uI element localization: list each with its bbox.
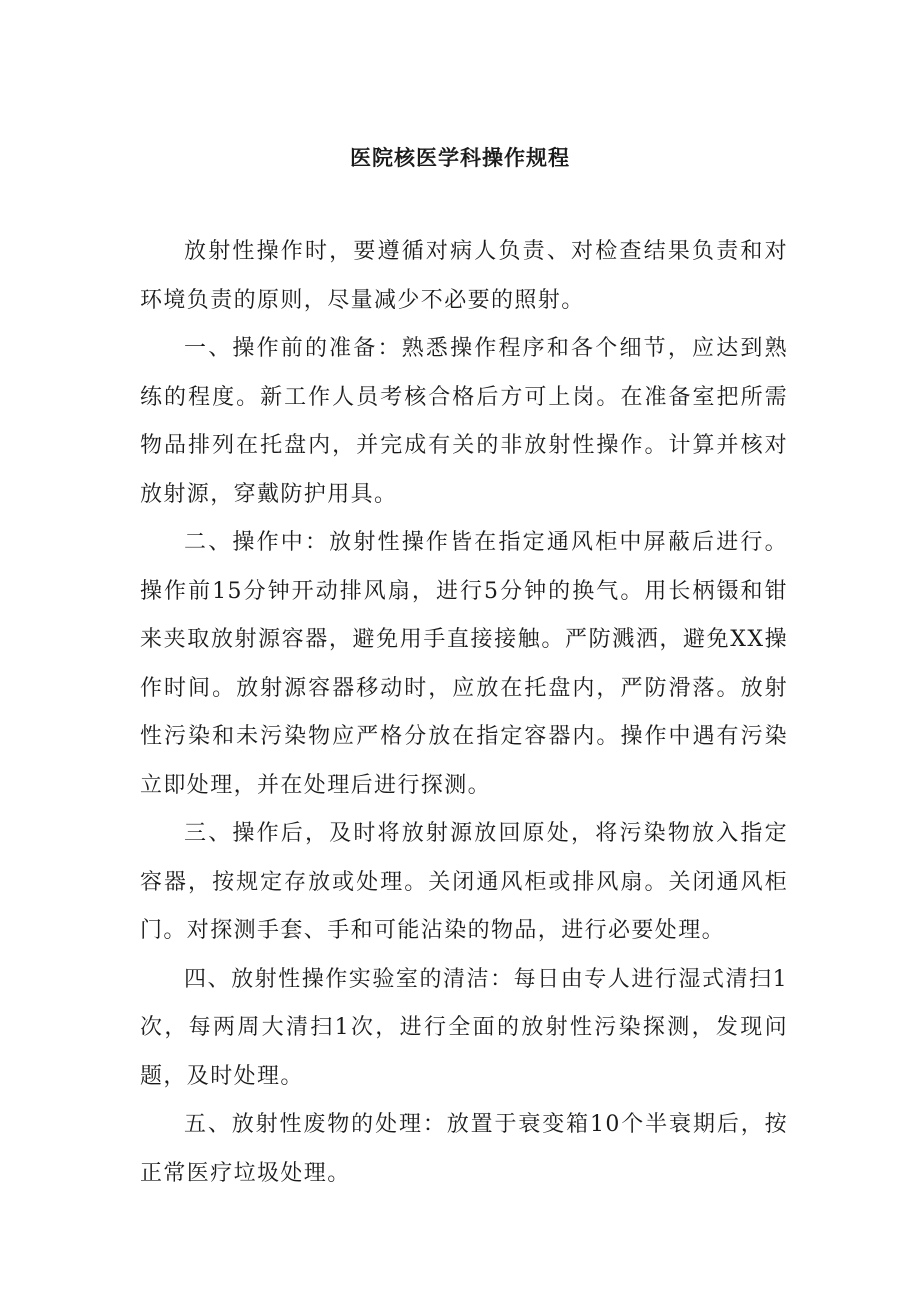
section-2-during-operation: 二、操作中：放射性操作皆在指定通风柜中屏蔽后进行。操作前15分钟开动排风扇，进行5分钟的换气。用长柄镊和钳来夹取放射源容器，避免用手直接接触。严防溅洒，避免XX操作时间。放射源容器移动时，应放在托盘内，严防滑落。放射性污染和未污染物应严格分放在指定容器内。操作中遇有污染立即处理，并在处理后进行探测。	[140, 530, 788, 798]
document-body	[140, 228, 788, 1198]
intro-paragraph: 放射性操作时，要遵循对病人负责、对检查结果负责和对环境负责的原则，尽量减少不必要的照射。	[140, 239, 788, 313]
section-3-after-operation: 三、操作后，及时将放射源放回原处，将污染物放入指定容器，按规定存放或处理。关闭通风柜或排风扇。关闭通风柜门。对探测手套、手和可能沾染的物品，进行必要处理。	[140, 821, 788, 943]
section-4-lab-cleaning: 四、放射性操作实验室的清洁：每日由专人进行湿式清扫1次，每两周大清扫1次，进行全面的放射性污染探测，发现问题，及时处理。	[140, 966, 788, 1089]
section-5-waste-disposal: 五、放射性废物的处理：放置于衰变箱10个半衰期后，按正常医疗垃圾处理。	[140, 1112, 788, 1186]
document-title: 医院核医学科操作规程	[350, 145, 570, 170]
section-1-preparation: 一、操作前的准备：熟悉操作程序和各个细节，应达到熟练的程度。新工作人员考核合格后方可上岗。在准备室把所需物品排列在托盘内，并完成有关的非放射性操作。计算并核对放射源，穿戴防护用具。	[140, 336, 788, 507]
